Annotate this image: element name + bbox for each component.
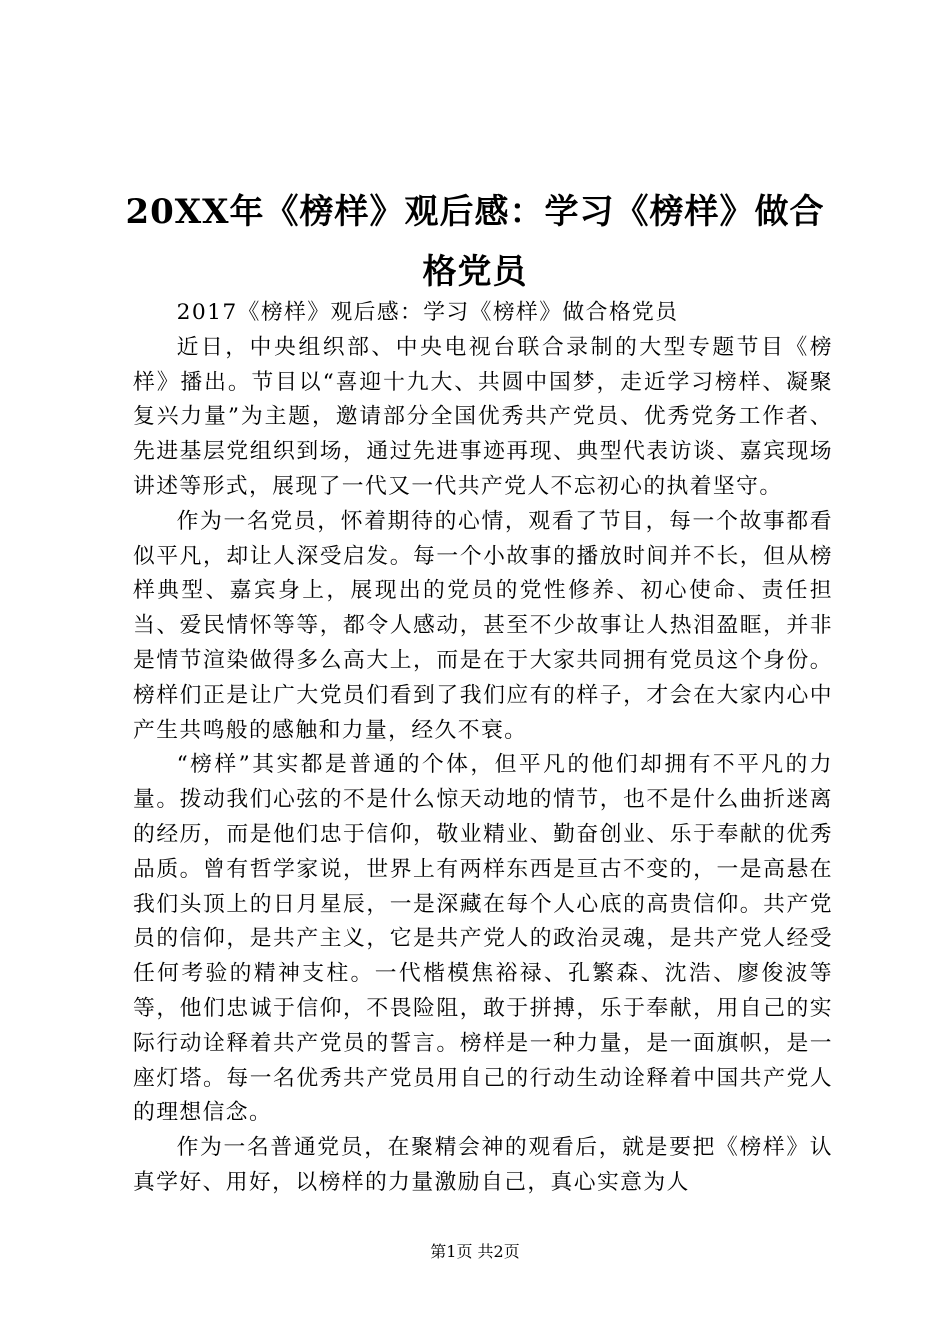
document-body	[133, 296, 833, 1201]
paragraph: 作为一名党员，怀着期待的心情，观看了节目，每一个故事都看似平凡，却让人深受启发。每一个小故事的播放时间并不长，但从榜样典型、嘉宾身上，展现出的党员的党性修养、初心使命、责任担当、爱民情怀等等，都令人感动，甚至不少故事让人热泪盈眶，并非是情节渲染做得多么高大上，而是在于大家共同拥有党员这个身份。榜样们正是让广大党员们看到了我们应有的样子，才会在大家内心中产生共鸣般的感触和力量，经久不衰。	[133, 508, 833, 743]
paragraph: 近日，中央组织部、中央电视台联合录制的大型专题节目《榜样》播出。节目以“喜迎十九大、共圆中国梦，走近学习榜样、凝聚复兴力量”为主题，邀请部分全国优秀共产党员、优秀党务工作者、先进基层党组织到场，通过先进事迹再现、典型代表访谈、嘉宾现场讲述等形式，展现了一代又一代共产党人不忘初心的执着坚守。	[133, 334, 833, 499]
page-number-footer: 第1页 共2页	[430, 1242, 520, 1261]
document-subtitle: 2017《榜样》观后感：学习《榜样》做合格党员	[176, 300, 679, 325]
document-title: 20XX年《榜样》观后感：学习《榜样》做合格党员	[125, 192, 825, 292]
paragraph: “榜样”其实都是普通的个体，但平凡的他们却拥有不平凡的力量。拨动我们心弦的不是什么惊天动地的情节，也不是什么曲折迷离的经历，而是他们忠于信仰，敬业精业、勤奋创业、乐于奉献的优秀品质。曾有哲学家说，世界上有两样东西是亘古不变的，一是高悬在我们头顶上的日月星辰，一是深藏在每个人心底的高贵信仰。共产党员的信仰，是共产主义，它是共产党人的政治灵魂，是共产党人经受任何考验的精神支柱。一代楷模焦裕禄、孔繁森、沈浩、廖俊波等等，他们忠诚于信仰，不畏险阻，敢于拼搏，乐于奉献，用自己的实际行动诠释着共产党员的誓言。榜样是一种力量，是一面旗帜，是一座灯塔。每一名优秀共产党员用自己的行动生动诠释着中国共产党人的理想信念。	[133, 752, 833, 1126]
paragraph: 作为一名普通党员，在聚精会神的观看后，就是要把《榜样》认真学好、用好，以榜样的力量激励自己，真心实意为人	[133, 1135, 833, 1195]
